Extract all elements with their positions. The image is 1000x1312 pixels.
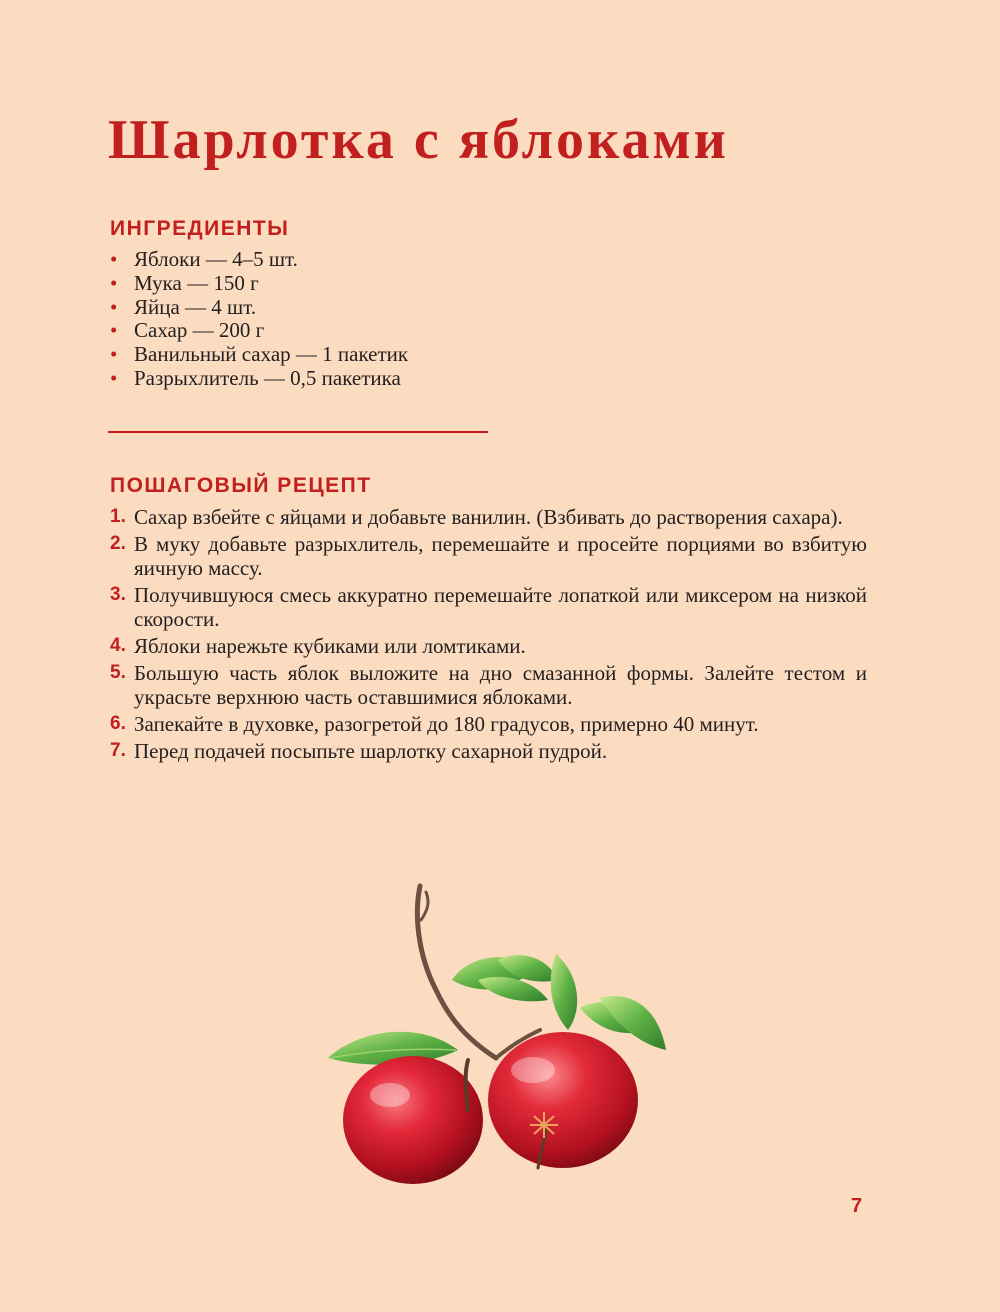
step-text: Яблоки нарежьте кубиками или ломтиками.	[134, 634, 526, 658]
step-text: Сахар взбейте с яйцами и добавьте ванилин. (Взбивать до растворения сахара).	[134, 505, 843, 529]
step-text: Получившуюся смесь аккуратно перемешайте лопаткой или миксером на низкой скорости.	[134, 583, 867, 631]
recipe-step	[110, 505, 867, 529]
apple-right	[488, 1032, 638, 1168]
bullet-icon: •	[110, 270, 118, 295]
bullet-icon: •	[110, 318, 118, 343]
recipe-step	[110, 661, 867, 709]
step-text: Большую часть яблок выложите на дно смазанной формы. Залейте тестом и украсьте верхнюю часть оставшимися яблоками.	[134, 661, 867, 709]
bullet-icon: •	[110, 247, 118, 271]
step-number: 6.	[110, 713, 126, 734]
ingredient-item	[110, 343, 408, 367]
step-number: 1.	[110, 506, 126, 527]
apple-left	[343, 1056, 483, 1184]
step-text: Перед подачей посыпьте шарлотку сахарной пудрой.	[134, 739, 608, 763]
ingredient-item	[110, 248, 408, 272]
ingredient-item	[110, 296, 408, 320]
ingredient-text: Яблоки — 4–5 шт.	[134, 247, 298, 271]
ingredient-item	[110, 272, 408, 296]
recipe-step	[110, 712, 867, 736]
bullet-icon: •	[110, 365, 118, 390]
apples-branch-icon	[318, 880, 688, 1200]
leaves	[328, 954, 666, 1065]
page-title: Шарлотка с яблоками	[108, 109, 729, 171]
recipe-step	[110, 532, 867, 580]
ingredient-text: Мука — 150 г	[134, 270, 259, 295]
recipe-step	[110, 583, 867, 631]
recipe-step	[110, 739, 867, 763]
step-number: 2.	[110, 533, 126, 554]
ingredients-list	[110, 248, 408, 391]
ingredient-item	[110, 367, 408, 391]
step-number: 3.	[110, 584, 126, 605]
page-number: 7	[851, 1195, 863, 1217]
recipe-steps-heading: ПОШАГОВЫЙ РЕЦЕПТ	[110, 474, 372, 497]
section-divider	[108, 431, 488, 433]
step-number: 5.	[110, 662, 126, 683]
step-number: 4.	[110, 635, 126, 656]
ingredient-text: Яйца — 4 шт.	[134, 294, 257, 319]
step-text: Запекайте в духовке, разогретой до 180 градусов, примерно 40 минут.	[134, 712, 759, 736]
bullet-icon: •	[110, 294, 118, 319]
ingredient-text: Ванильный сахар — 1 пакетик	[134, 342, 409, 367]
bullet-icon: •	[110, 342, 118, 367]
step-text: В муку добавьте разрыхлитель, перемешайте и просейте порциями во взбитую яичную массу.	[134, 532, 867, 580]
ingredient-text: Разрыхлитель — 0,5 пакетика	[134, 365, 401, 390]
ingredients-heading: ИНГРЕДИЕНТЫ	[110, 217, 290, 240]
recipe-step	[110, 634, 867, 658]
step-number: 7.	[110, 740, 126, 761]
ingredient-text: Сахар — 200 г	[134, 318, 265, 343]
recipe-steps-list	[110, 505, 867, 766]
ingredient-item	[110, 319, 408, 343]
